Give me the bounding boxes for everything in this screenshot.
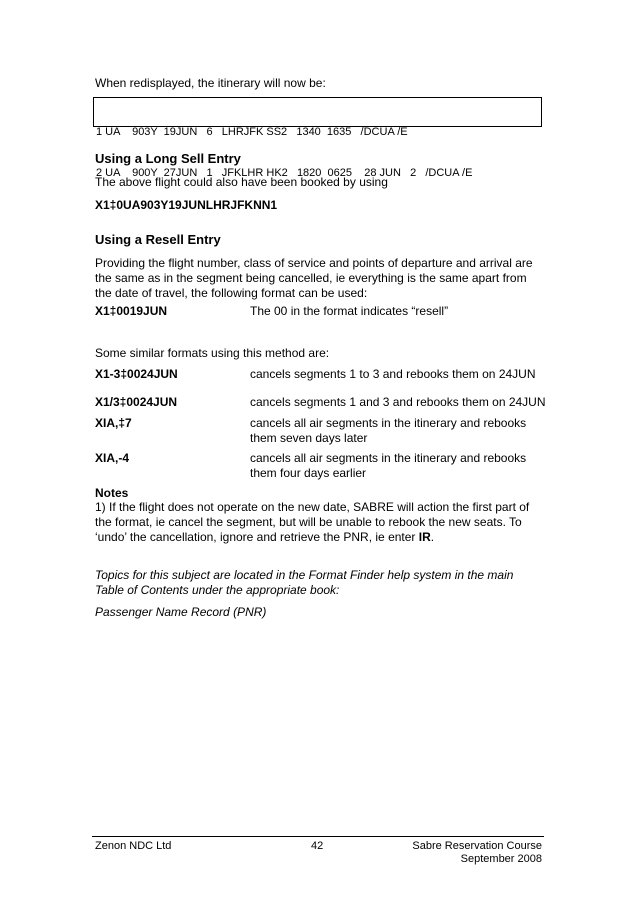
notes-text — [95, 500, 545, 545]
format-desc-4: cancels all air segments in the itinerary and rebooks them four days earlier — [250, 451, 527, 480]
topics-book: Passenger Name Record (PNR) — [95, 605, 267, 619]
footer-right — [400, 840, 542, 866]
format-desc-1: cancels segments 1 to 3 and rebooks them on 24JUN — [250, 367, 536, 381]
format-code-3: XIA,‡7 — [95, 416, 132, 430]
long-sell-text: The above flight could also have been booked by using — [95, 175, 388, 189]
footer-page-number: 42 — [311, 840, 324, 852]
notes-heading: Notes — [95, 486, 129, 500]
footer-left: Zenon NDC Ltd — [95, 840, 172, 852]
topics-text: Topics for this subject are located in the Format Finder help system in the main Table of Contents under the appropriate book: — [95, 568, 514, 597]
resell-code-desc: The 00 in the format indicates “resell” — [250, 304, 449, 318]
resell-text: Providing the flight number, class of service and points of departure and arrival are the same as in the segment being cancelled, ie everything is the same apart from the date of travel, the following format can be used: — [95, 256, 533, 300]
footer-date: September 2008 — [460, 853, 542, 865]
format-code-4: XIA,-4 — [95, 451, 130, 465]
resell-heading: Using a Resell Entry — [95, 232, 221, 247]
format-desc-2: cancels segments 1 and 3 and rebooks them on 24JUN — [250, 395, 546, 409]
format-code-1: X1-3‡0024JUN — [95, 367, 178, 381]
notes-text-after: . — [430, 530, 435, 544]
footer-rule — [92, 836, 544, 837]
notes-text-before: 1) If the flight does not operate on the new date, SABRE will action the first part of the format, ie cancel the segment, but will be unable to rebook the new seats. To ‘undo’ the cancellation, ignore and retrieve the PNR, ie enter — [95, 500, 530, 544]
itinerary-line-2: 2 UA 900Y 27JUN 1 JFKLHR HK2 1820 0625 28 JUN 2 /DCUA /E — [96, 166, 473, 179]
notes-bold-code: IR — [418, 530, 431, 544]
itinerary-line-1: 1 UA 903Y 19JUN 6 LHRJFK SS2 1340 1635 /DCUA /E — [96, 126, 408, 138]
long-sell-code: X1‡0UA903Y19JUNLHRJFKNN1 — [95, 198, 278, 212]
intro-text: When redisplayed, the itinerary will now be: — [95, 76, 326, 90]
resell-code: X1‡0019JUN — [95, 304, 168, 318]
similar-intro: Some similar formats using this method are: — [95, 346, 330, 360]
format-code-2: X1/3‡0024JUN — [95, 395, 178, 409]
long-sell-heading: Using a Long Sell Entry — [95, 151, 241, 166]
format-desc-3: cancels all air segments in the itinerary and rebooks them seven days later — [250, 416, 527, 445]
footer-course: Sabre Reservation Course — [412, 840, 542, 852]
